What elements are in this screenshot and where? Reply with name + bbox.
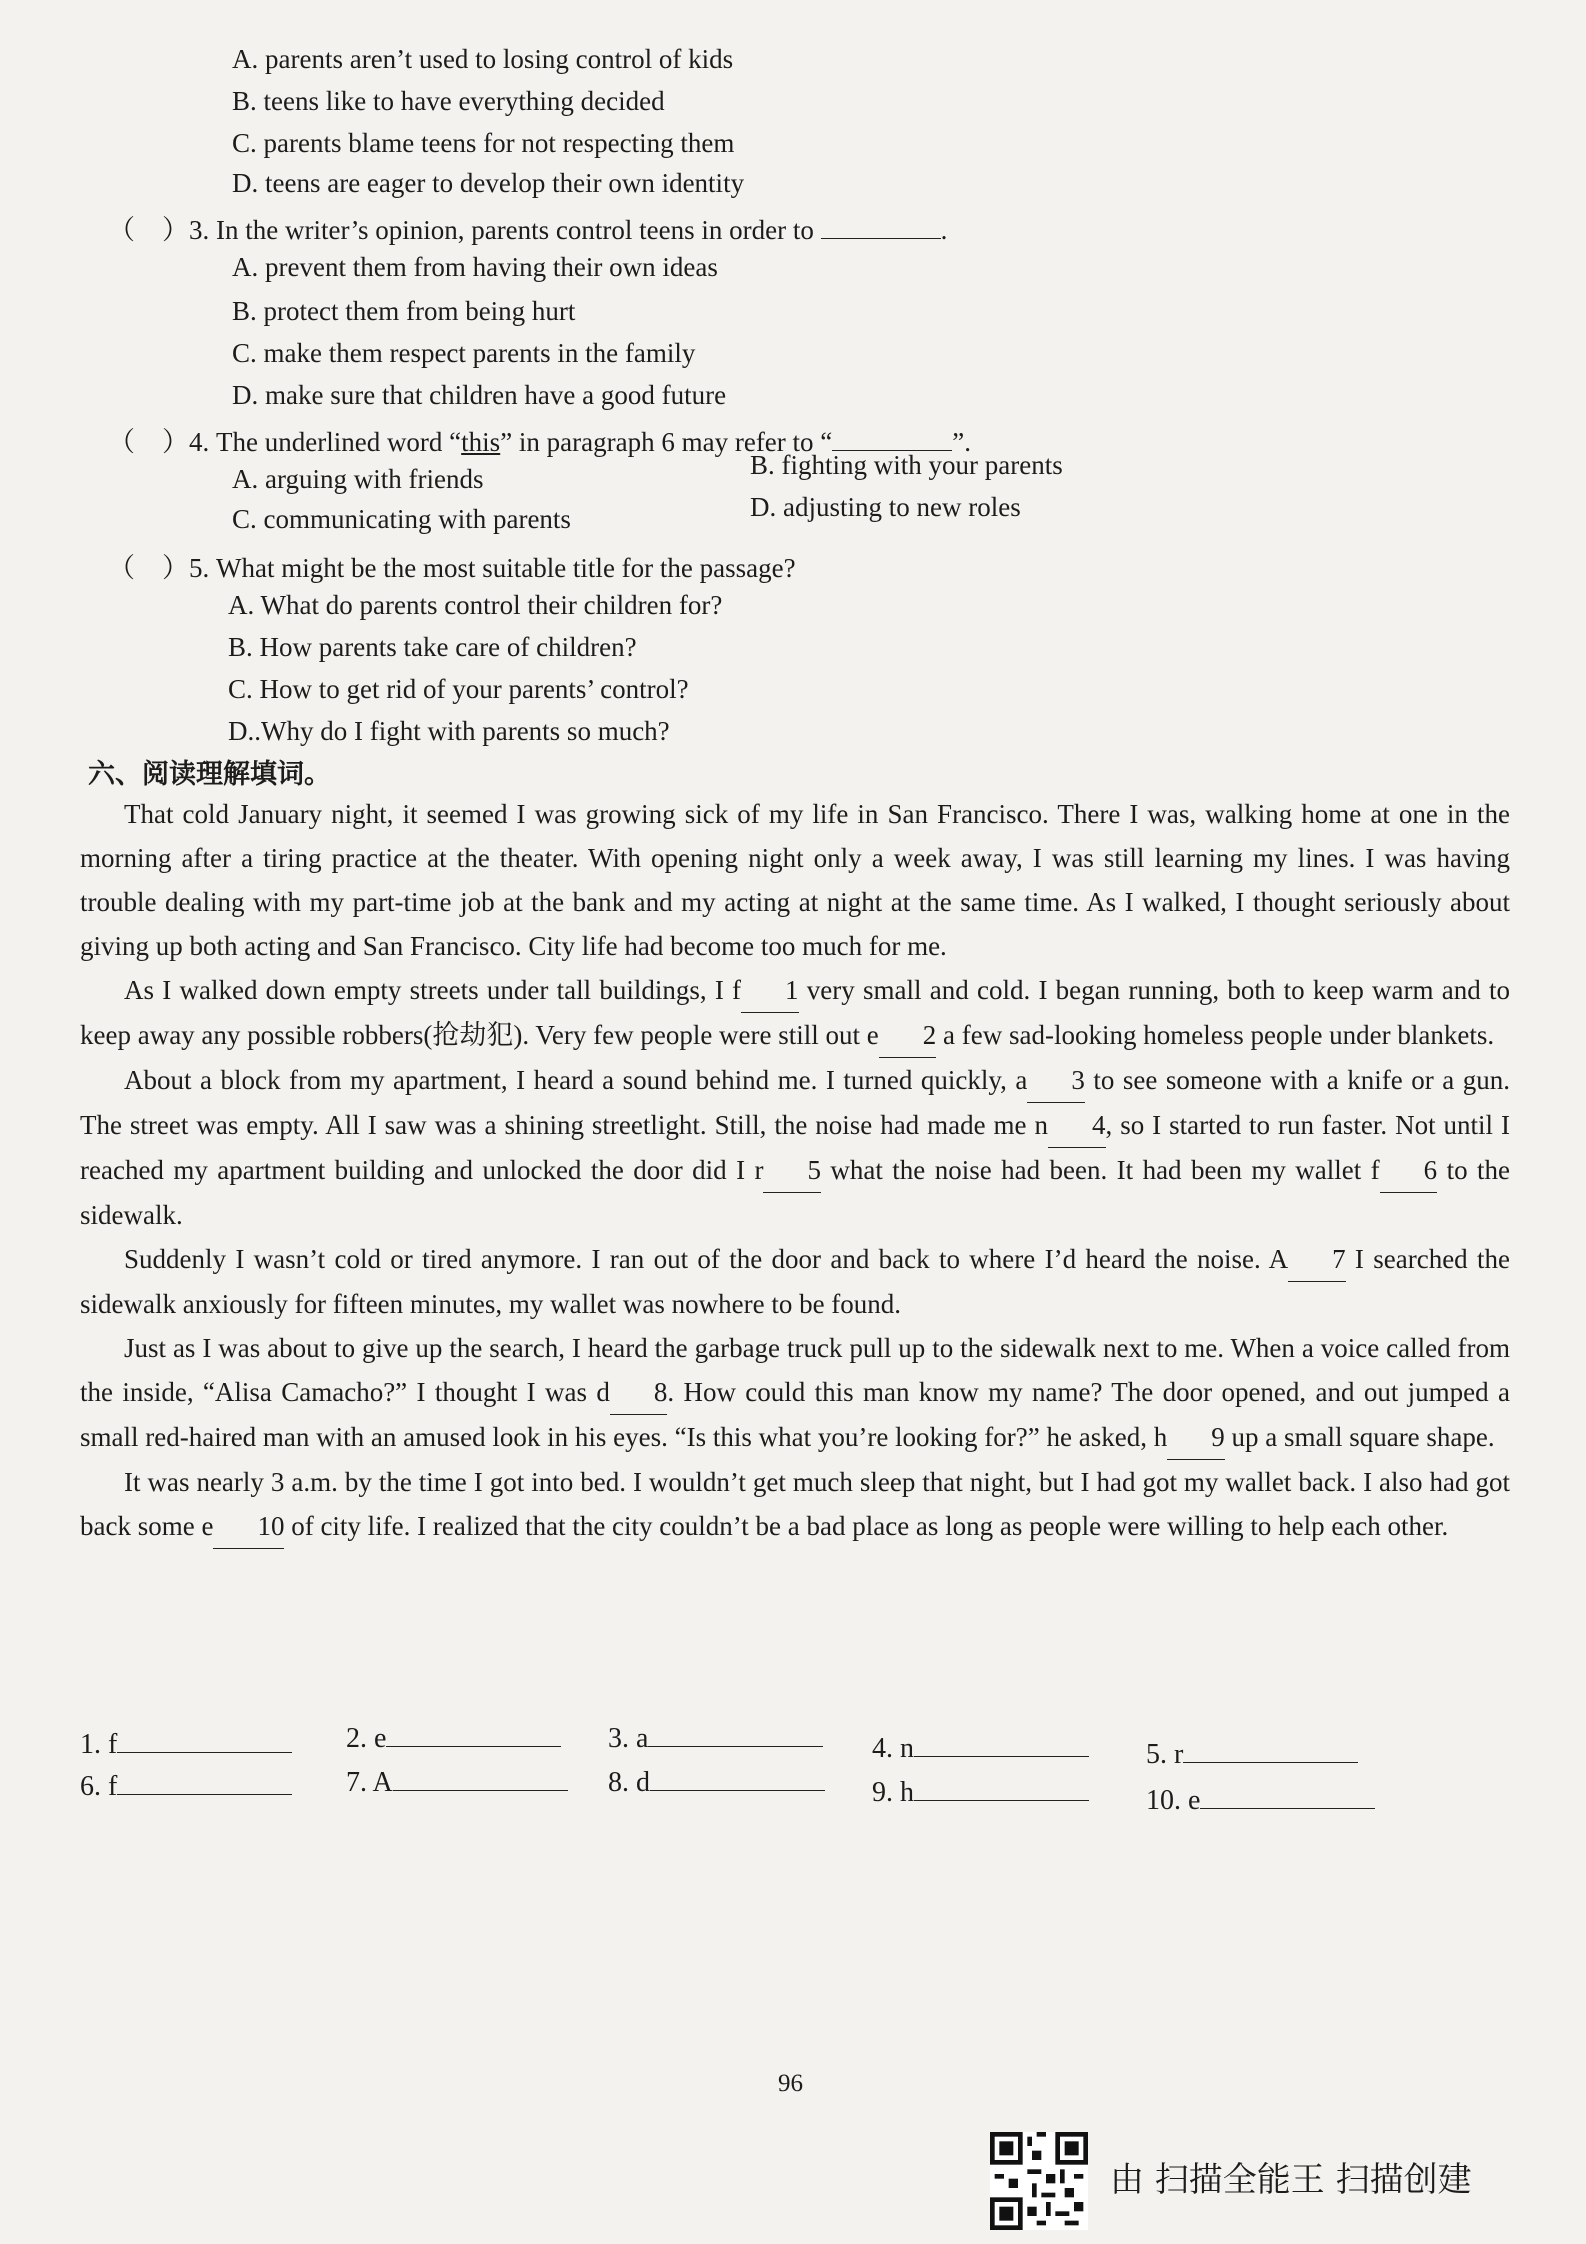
q2-option-d: D. teens are eager to develop their own identity	[232, 168, 745, 198]
blank-8: 8	[610, 1370, 668, 1415]
q5-option-a: A. What do parents control their children for?	[228, 590, 723, 620]
q4-option-c: C. communicating with parents	[232, 504, 571, 534]
answer-9[interactable]: 9. h	[872, 1776, 1089, 1809]
q4-underlined-word: this	[461, 427, 501, 457]
q5-option-c: C. How to get rid of your parents’ control?	[228, 674, 689, 704]
paragraph-1: That cold January night, it seemed I was growing sick of my life in San Francisco. There I was, walking home at one in the morning after a tiring practice at the theater. With opening night only a week away, I was still learning my lines. I was having trouble dealing with my part-time job at the bank and my acting at night at the same time. As I walked, I thought seriously about giving up both acting and San Francisco. City life had become too much for me.	[80, 799, 1510, 961]
answer-1[interactable]: 1. f	[80, 1728, 292, 1761]
scanner-footer: 由 扫描全能王 扫描创建	[1110, 2160, 1472, 2200]
paragraph-5: Just as I was about to give up the search, I heard the garbage truck pull up to the sidewalk next to me. When a voice called from the inside, “Alisa Camacho?” I thought I was d 8. How could this man know my name? The door opened, and out jumped a small red-haired man with an amused look in his eyes. “Is this what you’re looking for?” he asked, h 9 up a small square shape.	[80, 1326, 1510, 1460]
paragraph-4: Suddenly I wasn’t cold or tired anymore. I ran out of the door and back to where I’d heard the noise. A 7 I searched the sidewalk anxiously for fifteen minutes, my wallet was nowhere to be found.	[80, 1237, 1510, 1326]
answer-4[interactable]: 4. n	[872, 1732, 1089, 1765]
blank-1: 1	[741, 968, 799, 1013]
answer-6[interactable]: 6. f	[80, 1770, 292, 1803]
answer-8[interactable]: 8. d	[608, 1766, 825, 1799]
answer-5[interactable]: 5. r	[1146, 1738, 1358, 1771]
page-number: 96	[778, 2070, 803, 2097]
blank-7: 7	[1288, 1237, 1346, 1282]
q2-option-b: B. teens like to have everything decided	[232, 86, 665, 116]
q4-option-a: A. arguing with friends	[232, 464, 484, 494]
q5-stem: （ ）5. What might be the most suitable title for the passage?	[108, 553, 796, 583]
q3-option-d: D. make sure that children have a good future	[232, 380, 727, 410]
blank-9: 9	[1167, 1415, 1225, 1460]
q2-option-a: A. parents aren’t used to losing control of kids	[232, 44, 734, 74]
passage	[80, 792, 1510, 1549]
paragraph-6: It was nearly 3 a.m. by the time I got into bed. I wouldn’t get much sleep that night, but I had got my wallet back. I also had got back some e 10 of city life. I realized that the city couldn’t be a bad place as long as people were willing to help each other.	[80, 1460, 1510, 1549]
q2-option-c: C. parents blame teens for not respecting them	[232, 128, 735, 158]
q3-option-c: C. make them respect parents in the family	[232, 338, 696, 368]
q5-option-d: D..Why do I fight with parents so much?	[228, 716, 670, 746]
section-title: 六、阅读理解填词。	[88, 759, 331, 790]
q3-stem: （ ）3. In the writer’s opinion, parents control teens in order to .	[108, 215, 948, 245]
answer-7[interactable]: 7. A	[346, 1766, 568, 1799]
paragraph-2: As I walked down empty streets under tall buildings, I f 1 very small and cold. I began running, both to keep warm and to keep away any possible robbers(抢劫犯). Very few people were still out e 2 a few sad-looking homeless people under blankets.	[80, 968, 1510, 1058]
q3-option-a: A. prevent them from having their own ideas	[232, 252, 718, 282]
blank-3: 3	[1027, 1058, 1085, 1103]
paragraph-3: About a block from my apartment, I heard a sound behind me. I turned quickly, a 3 to see someone with a knife or a gun. The street was empty. All I saw was a shining streetlight. Still, the noise had made me n 4, so I started to run faster. Not until I reached my apartment building and unlocked the door did I r 5 what the noise had been. It had been my wallet f 6 to the sidewalk.	[80, 1058, 1510, 1237]
q4-option-b: B. fighting with your parents	[750, 450, 1063, 480]
blank-4: 4	[1048, 1103, 1106, 1148]
answer-3[interactable]: 3. a	[608, 1722, 823, 1755]
q5-option-b: B. How parents take care of children?	[228, 632, 637, 662]
q3-blank	[821, 238, 941, 239]
blank-10: 10	[213, 1504, 284, 1549]
qr-code-icon	[990, 2132, 1088, 2230]
answer-10[interactable]: 10. e	[1146, 1784, 1375, 1817]
q3-option-b: B. protect them from being hurt	[232, 296, 576, 326]
blank-2: 2	[879, 1013, 937, 1058]
answer-2[interactable]: 2. e	[346, 1722, 561, 1755]
q4-option-d: D. adjusting to new roles	[750, 492, 1021, 522]
blank-5: 5	[763, 1148, 821, 1193]
q4-stem: （ ）4. The underlined word “this” in paragraph 6 may refer to “ ”.	[108, 427, 972, 457]
blank-6: 6	[1380, 1148, 1438, 1193]
